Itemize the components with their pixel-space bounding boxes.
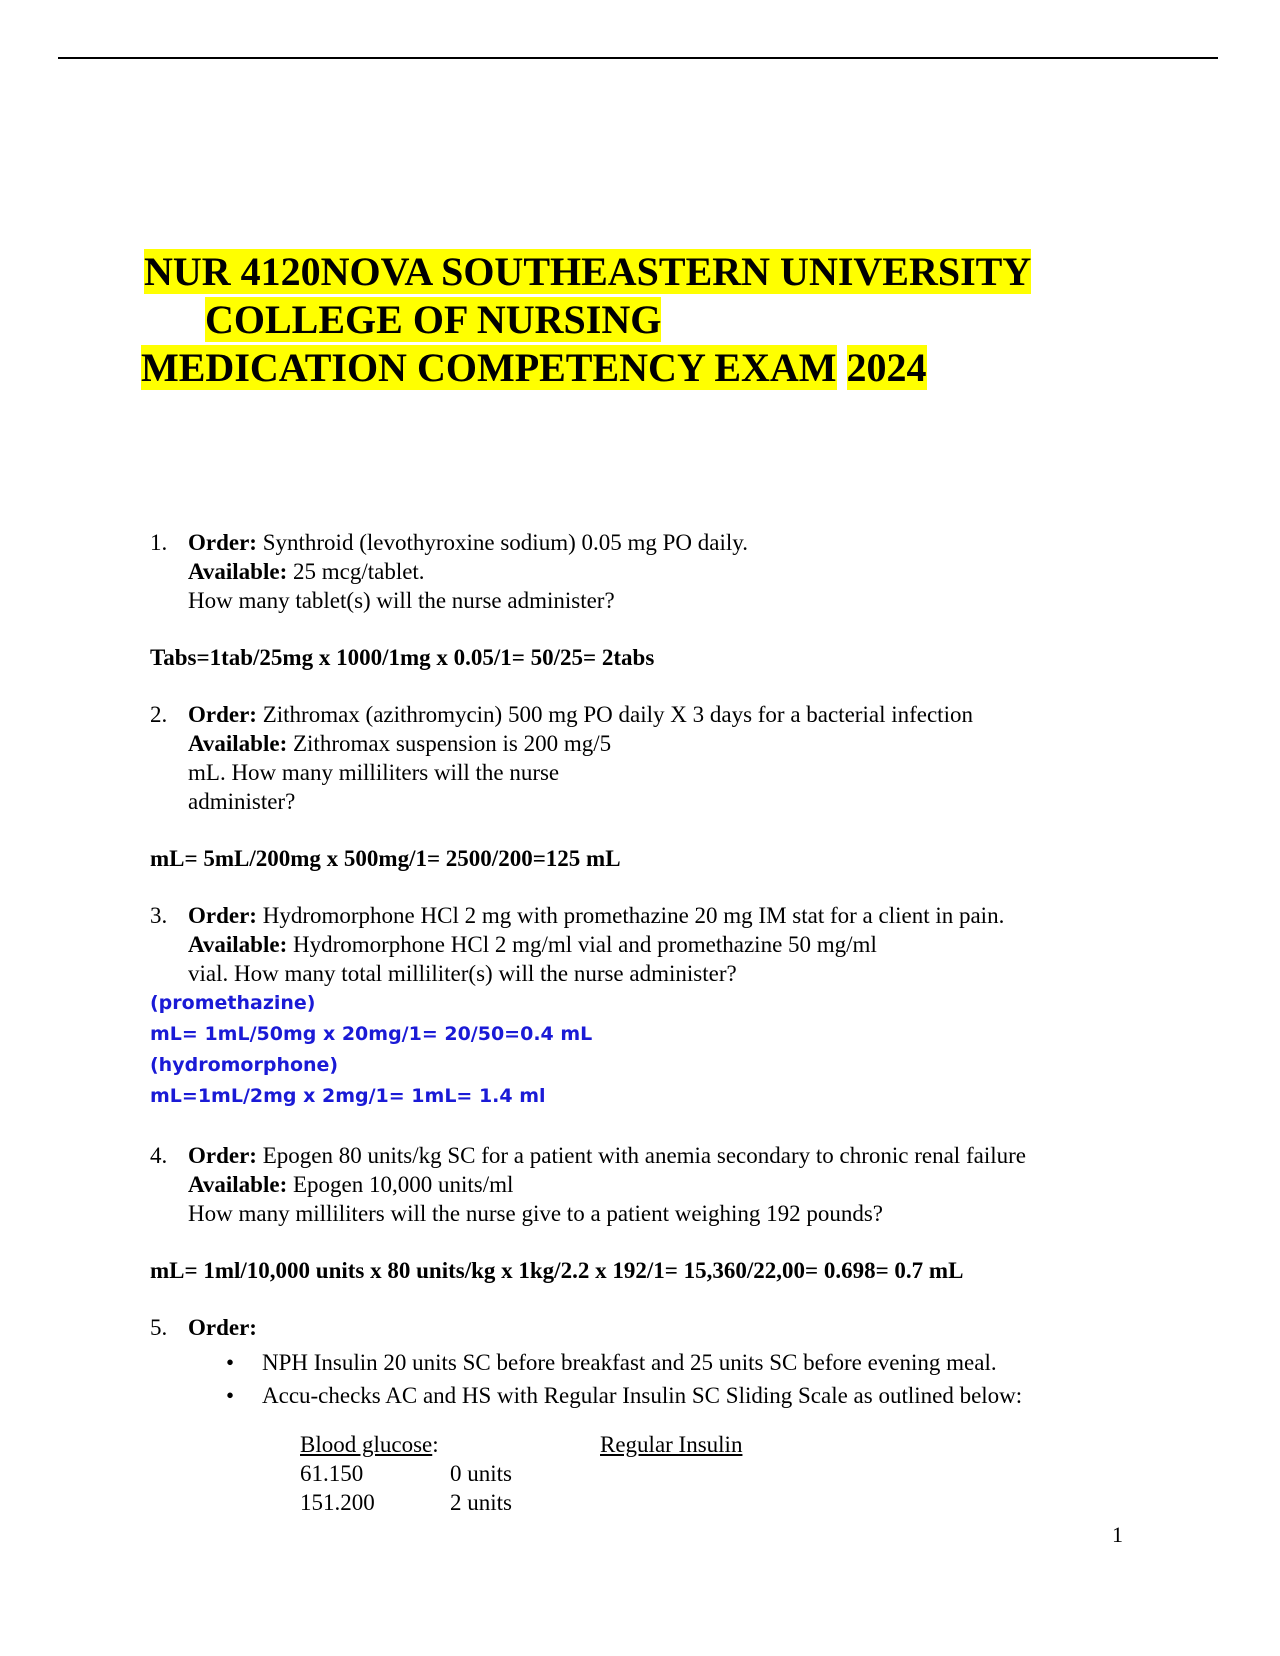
order-label: Order: <box>188 903 257 928</box>
question-text: administer? <box>188 789 296 814</box>
available-text: Hydromorphone HCl 2 mg/ml vial and promethazine 50 mg/ml <box>287 932 877 957</box>
page-number: 1 <box>1112 1522 1123 1547</box>
order-text: Synthroid (levothyroxine sodium) 0.05 mg PO daily. <box>256 530 749 555</box>
question-1 <box>150 528 1150 615</box>
exam-content <box>150 528 1150 1520</box>
question-number: 2. <box>150 702 168 727</box>
available-label: Available: <box>188 932 288 957</box>
title-line-1: NUR 4120NOVA SOUTHEASTERN UNIVERSITY <box>144 249 1032 294</box>
order-label: Order: <box>188 702 257 727</box>
order-text: Zithromax (azithromycin) 500 mg PO daily X 3 days for a bacterial infection <box>256 702 973 727</box>
available-text: Zithromax suspension is 200 mg/5 <box>287 731 612 756</box>
list-item: • Accu-checks AC and HS with Regular Insulin SC Sliding Scale as outlined below: <box>226 1379 1150 1412</box>
available-text: 25 mcg/tablet. <box>287 559 425 584</box>
question-number: 3. <box>150 903 168 928</box>
question-text: vial. How many total milliliter(s) will the nurse administer? <box>188 961 737 986</box>
answer-3-line: mL= 1mL/50mg x 20mg/1= 20/50=0.4 mL <box>150 1023 593 1045</box>
glucose-range: 151.200 <box>300 1490 375 1515</box>
order-text: Hydromorphone HCl 2 mg with promethazine 20 mg IM stat for a client in pain. <box>256 903 1005 928</box>
question-3 <box>150 901 1150 988</box>
question-number: 1. <box>150 530 168 555</box>
available-text: Epogen 10,000 units/ml <box>287 1172 514 1197</box>
answer-3-line: (promethazine) <box>150 992 316 1014</box>
header-rule <box>58 57 1218 59</box>
answer-3-line: mL=1mL/2mg x 2mg/1= 1mL= 1.4 ml <box>150 1085 546 1107</box>
question-text: mL. How many milliliters will the nurse <box>188 760 560 785</box>
answer-2: mL= 5mL/200mg x 500mg/1= 2500/200=125 mL <box>150 846 621 871</box>
insulin-units: 0 units <box>450 1461 512 1486</box>
header-blood-glucose: Blood glucose: <box>300 1432 439 1457</box>
insulin-units: 2 units <box>450 1490 512 1515</box>
order-label: Order: <box>188 1315 257 1340</box>
available-label: Available: <box>188 731 288 756</box>
question-text: How many milliliters will the nurse give to a patient weighing 192 pounds? <box>188 1201 883 1226</box>
title-line-3: MEDICATION COMPETENCY EXAM 2024 <box>141 345 927 390</box>
available-label: Available: <box>188 559 288 584</box>
glucose-range: 61.150 <box>300 1461 364 1486</box>
order-text: Epogen 80 units/kg SC for a patient with anemia secondary to chronic renal failure <box>256 1143 1026 1168</box>
answer-1: Tabs=1tab/25mg x 1000/1mg x 0.05/1= 50/25= 2tabs <box>150 645 655 670</box>
question-4 <box>150 1141 1150 1228</box>
title-line-2: COLLEGE OF NURSING <box>205 297 662 342</box>
header-regular-insulin: Regular Insulin <box>600 1432 743 1457</box>
question-number: 4. <box>150 1143 168 1168</box>
list-item: • NPH Insulin 20 units SC before breakfast and 25 units SC before evening meal. <box>226 1346 1150 1379</box>
sliding-scale-table <box>300 1430 1150 1520</box>
question-number: 5. <box>150 1315 168 1340</box>
order-label: Order: <box>188 530 257 555</box>
answer-4: mL= 1ml/10,000 units x 80 units/kg x 1kg/2.2 x 192/1= 15,360/22,00= 0.698= 0.7 mL <box>150 1258 964 1283</box>
question-2 <box>150 700 1150 816</box>
question-5 <box>150 1313 1150 1342</box>
question-text: How many tablet(s) will the nurse administer? <box>188 588 615 613</box>
available-label: Available: <box>188 1172 288 1197</box>
order-label: Order: <box>188 1143 257 1168</box>
answer-3-line: (hydromorphone) <box>150 1054 339 1076</box>
order-bullet-list <box>150 1346 1150 1412</box>
